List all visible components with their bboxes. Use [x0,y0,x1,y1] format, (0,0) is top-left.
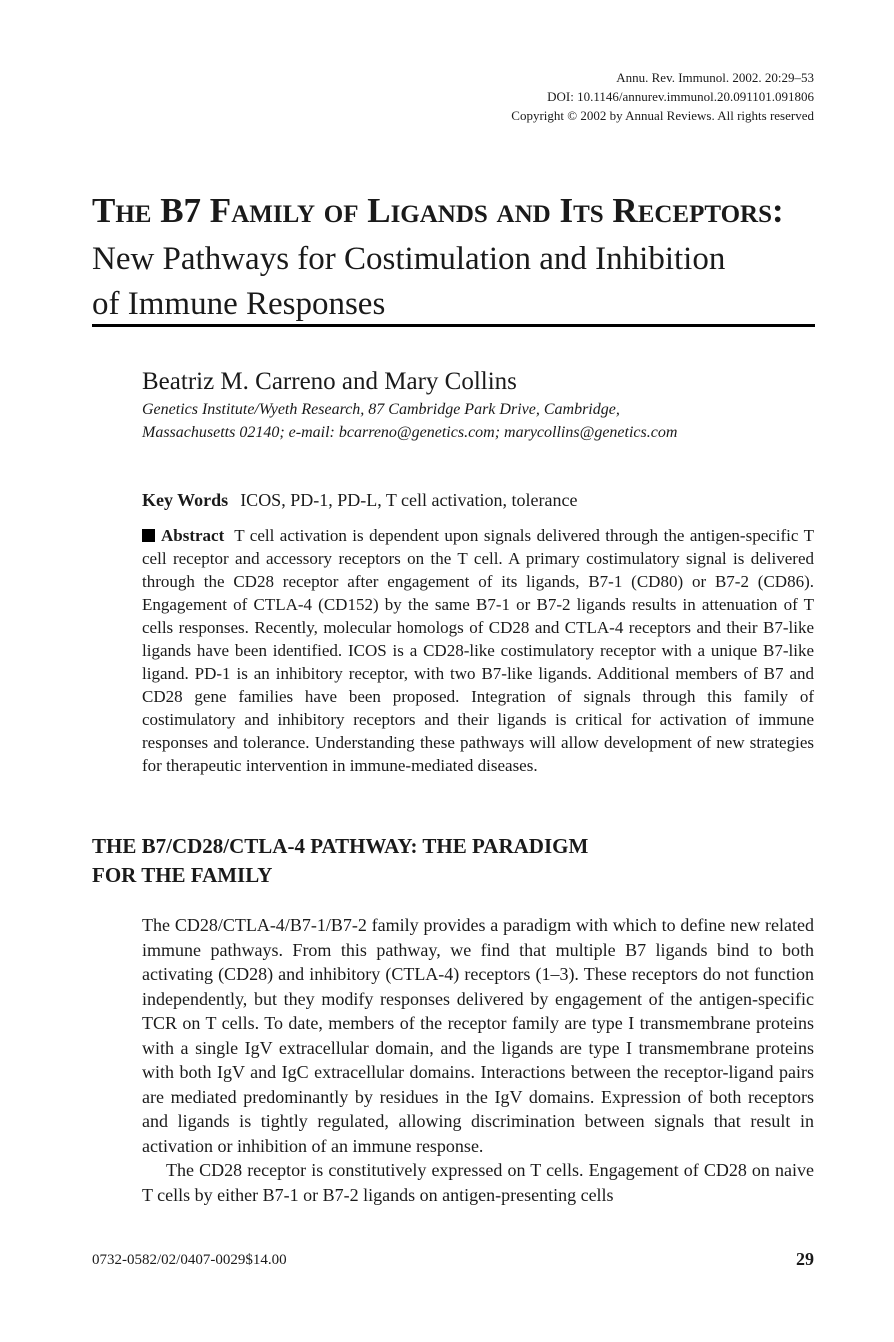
affiliation-line-2: Massachusetts 02140; e-mail: bcarreno@genetics.com; marycollins@genetics.com [142,424,678,441]
keywords-label: Key Words [142,490,229,510]
section-heading [92,832,692,890]
section-body [142,913,814,1207]
article-subtitle [92,237,816,327]
abstract-bullet-icon [142,529,155,542]
affiliation [142,398,822,444]
footer-code: 0732-0582/02/0407-0029$14.00 [92,1252,287,1268]
keywords-text: ICOS, PD-1, PD-L, T cell activation, tolerance [240,490,578,510]
keywords [142,488,577,512]
article-title: The B7 Family of Ligands and Its Receptors: [92,191,784,230]
affiliation-line-1: Genetics Institute/Wyeth Research, 87 Cambridge Park Drive, Cambridge, [142,401,620,418]
doi-line: DOI: 10.1146/annurev.immunol.20.091101.091806 [547,89,814,104]
abstract-label: Abstract [161,526,225,545]
section-heading-line-2: FOR THE FAMILY [92,863,273,887]
paragraph-2: The CD28 receptor is constitutively expressed on T cells. Engagement of CD28 on naive T cells by either B7-1 or B7-2 ligands on antigen-presenting cells [142,1160,814,1205]
journal-header [511,68,814,125]
subtitle-line-1: New Pathways for Costimulation and Inhibition [92,241,726,277]
authors: Beatriz M. Carreno and Mary Collins [142,368,517,395]
copyright-line: Copyright © 2002 by Annual Reviews. All rights reserved [511,108,814,123]
page-number: 29 [796,1249,814,1269]
citation-line: Annu. Rev. Immunol. 2002. 20:29–53 [616,70,814,85]
abstract [142,524,814,777]
section-heading-line-1: THE B7/CD28/CTLA-4 PATHWAY: THE PARADIGM [92,834,589,858]
subtitle-line-2: of Immune Responses [92,286,386,322]
abstract-text: T cell activation is dependent upon signals delivered through the antigen-specific T cell receptor and accessory receptors on the T cell. A primary costimulatory signal is delivered through the CD28 receptor after engagement of its ligands, B7-1 (CD80) or B7-2 (CD86). Engagement of CTLA-4 (CD152) by the same B7-1 or B7-2 ligands results in attenuation of T cells responses. Recently, molecular homologs of CD28 and CTLA-4 receptors and their B7-like ligands have been identified. ICOS is a CD28-like costimulatory receptor with a unique B7-like ligand. PD-1 is an inhibitory receptor, with two B7-like ligands. Additional members of B7 and CD28 gene families have been proposed. Integration of signals through this family of costimulatory and inhibitory receptors and their ligands is critical for activation of immune responses and tolerance. Understanding these pathways will allow development of new strategies for therapeutic intervention in immune-mediated diseases. [142,526,814,775]
title-rule [92,324,815,327]
paragraph-1: The CD28/CTLA-4/B7-1/B7-2 family provides a paradigm with which to define new related immune pathways. From this pathway, we find that multiple B7 ligands bind to both activating (CD28) and inhibitory (CTLA-4) receptors (1–3). These receptors do not function independently, but they modify responses delivered by engagement of the antigen-specific TCR on T cells. To date, members of the receptor family are type I transmembrane proteins with a single IgV extracellular domain, and the ligands are type I transmembrane proteins with both IgV and IgC extracellular domains. Interactions between the receptor-ligand pairs are mediated predominantly by residues in the IgV domains. Expression of both receptors and ligands is tightly regulated, allowing discrimination between signals that result in activation or inhibition of an immune response. [142,915,814,1156]
